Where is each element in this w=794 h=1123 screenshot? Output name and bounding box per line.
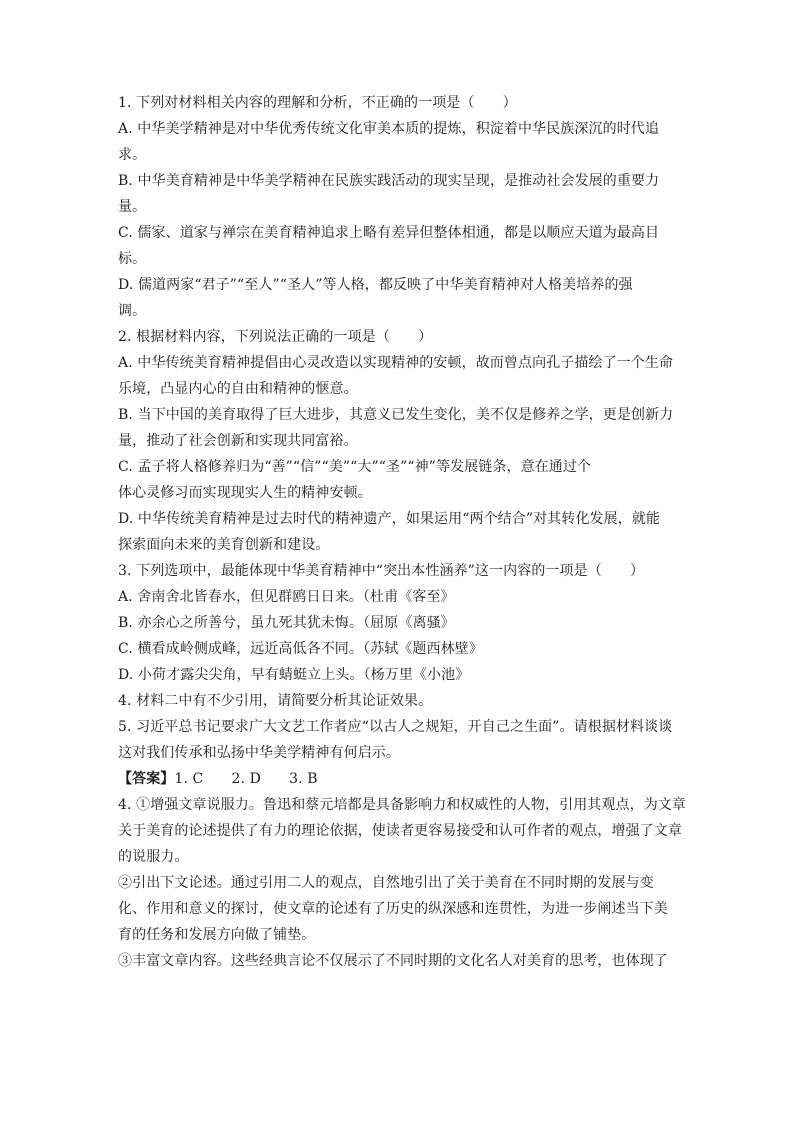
answer-4-point-2-end: 育的任务和发展方向做了铺垫。 <box>118 927 316 943</box>
question-5-stem-cont: 这对我们传承和弘扬中华美学精神有何启示。 <box>118 745 400 761</box>
question-3-option-d: D. 小荷才露尖尖角，早有蜻蜓立上头。（杨万里《小池》 <box>118 667 470 683</box>
question-2-option-b: B. 当下中国的美育取得了巨大进步，其意义已发生变化，美不仅是修养之学，更是创新力 <box>118 407 674 423</box>
question-2-option-d: D. 中华传统美育精神是过去时代的精神遗产，如果运用“两个结合”对其转化发展，就能 <box>118 511 661 527</box>
question-1-option-b-cont: 量。 <box>118 199 147 215</box>
question-4-stem: 4. 材料二中有不少引用，请简要分析其论证效果。 <box>118 693 433 709</box>
answer-4-point-1: 4. ①增强文章说服力。鲁迅和蔡元培都是具备影响力和权威性的人物，引用其观点，为文章 <box>118 797 687 813</box>
answer-4-point-2: ②引出下文论述。通过引用二人的观点，自然地引出了关于美育在不同时期的发展与变 <box>118 875 654 891</box>
question-2-option-c: C. 孟子将人格修养归为“善”“信”“美”“大”“圣”“神”等发展链条，意在通过个 <box>118 459 592 475</box>
answer-label: 【答案】 <box>118 771 175 787</box>
question-2-option-b-cont: 量，推动了社会创新和实现共同富裕。 <box>118 433 358 449</box>
question-3-option-c: C. 横看成岭侧成峰，远近高低各不同。（苏轼《题西林壁》 <box>118 641 483 657</box>
question-1-option-c-cont: 标。 <box>118 251 147 267</box>
question-3-option-b: B. 亦余心之所善兮，虽九死其犹未悔。（屈原《离骚》 <box>118 615 455 631</box>
question-2-option-d-cont: 探索面向未来的美育创新和建设。 <box>118 537 330 553</box>
question-2-option-c-cont: 体心灵修习而实现现实人生的精神安顿。 <box>118 485 372 501</box>
question-2-option-a: A. 中华传统美育精神提倡由心灵改造以实现精神的安顿，故而曾点向孔子描绘了一个生命 <box>118 355 674 371</box>
question-1-option-c: C. 儒家、道家与禅宗在美育精神追求上略有差异但整体相通，都是以顺应天道为最高目 <box>118 225 660 241</box>
answer-4-point-2-cont: 化、作用和意义的探讨，使文章的论述有了历史的纵深感和连贯性，为进一步阐述当下美 <box>118 901 668 917</box>
question-1-option-d-cont: 调。 <box>118 303 147 319</box>
question-1-option-a: A. 中华美学精神是对中华优秀传统文化审美本质的提炼，积淀着中华民族深沉的时代追 <box>118 121 660 137</box>
question-5-stem: 5. 习近平总书记要求广大文艺工作者应“以古人之规矩，开自己之生面”。请根据材料谈谈 <box>118 719 673 735</box>
question-2-stem: 2. 根据材料内容，下列说法正确的一项是（ ） <box>118 329 433 345</box>
question-3-stem: 3. 下列选项中，最能体现中华美育精神中“突出本性涵养”这一内容的一项是（ ） <box>118 563 645 579</box>
answer-line <box>118 766 678 792</box>
answer-4-point-3: ③丰富文章内容。这些经典言论不仅展示了不同时期的文化名人对美育的思考，也体现了 <box>118 953 668 969</box>
answer-4-point-1-cont: 关于美育的论述提供了有力的理论依据，使读者更容易接受和认可作者的观点，增强了文章 <box>118 823 682 839</box>
question-1-option-a-cont: 求。 <box>118 147 147 163</box>
question-2-option-a-cont: 乐境，凸显内心的自由和精神的惬意。 <box>118 381 358 397</box>
question-1-option-d: D. 儒道两家“君子”“至人”“圣人”等人格，都反映了中华美育精神对人格美培养的强 <box>118 277 633 293</box>
answer-4-point-1-end: 的说服力。 <box>118 849 189 865</box>
question-1-option-b: B. 中华美育精神是中华美学精神在民族实践活动的现实呈现，是推动社会发展的重要力 <box>118 173 660 189</box>
question-1-stem: 1. 下列对材料相关内容的理解和分析，不正确的一项是（ ） <box>118 95 517 111</box>
document-page <box>118 90 687 974</box>
answer-text: 1. C 2. D 3. B <box>174 771 318 787</box>
question-3-option-a: A. 舍南舍北皆春水，但见群鸥日日来。（杜甫《客至》 <box>118 589 455 605</box>
